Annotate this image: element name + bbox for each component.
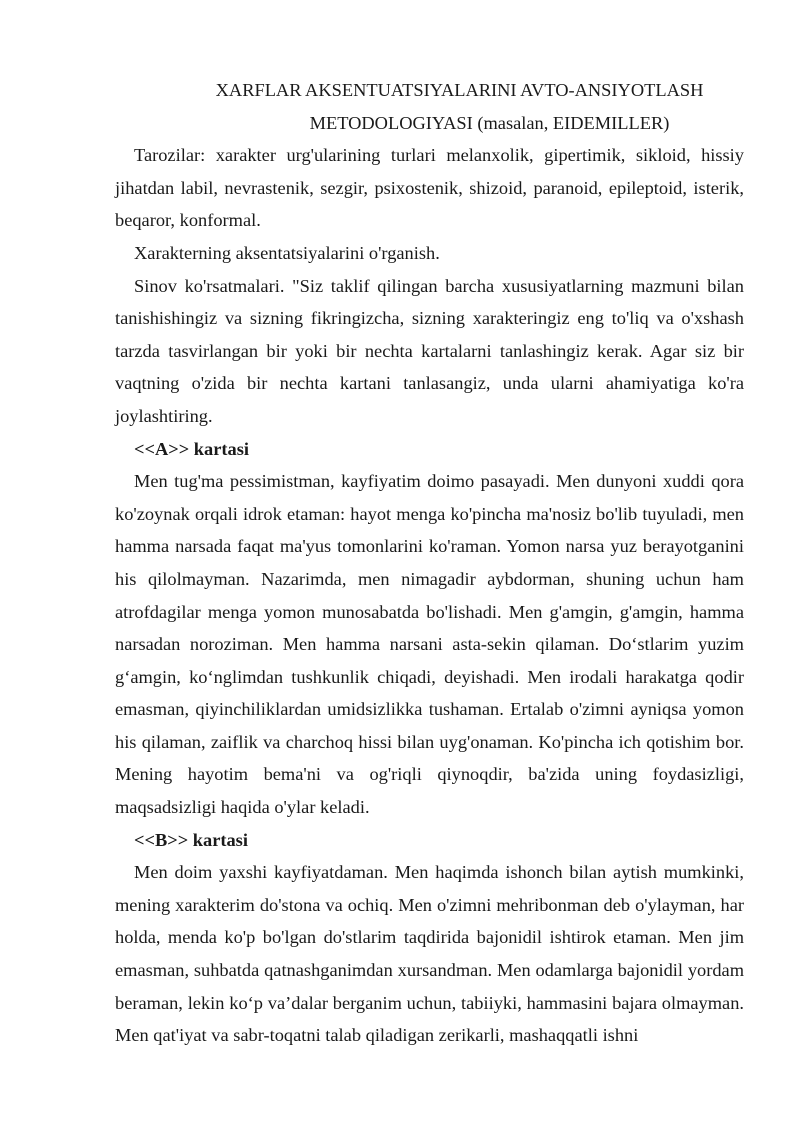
card-a-text: Men tug'ma pessimistman, kayfiyatim doimo pasayadi. Men dunyoni xuddi qora ko'zoynak orqali idrok etaman: hayot menga ko'pincha ma'nosiz bo'lib tuyuladi, men hamma narsada faqat ma'yus tomonlarini ko'raman. Yomon narsa yuz berayotganini his qilolmayman. Nazarimda, men nimagadir aybdorman, shuning uchun ham atrofdagilar menga yomon munosabatda bo'lishadi. Men g'amgin, g'amgin, hamma narsadan noroziman. Men hamma narsani asta-sekin qilaman. Do‘stlarim yuzim g‘amgin, ko‘nglimdan tushkunlik chiqadi, deyishadi. Men irodali harakatga qodir emasman, qiyinchiliklardan umidsizlikka tushaman. Ertalab o'zimni ayniqsa yomon his qilaman, zaiflik va charchoq hissi bilan uyg'onaman. Ko'pincha ich qotishim bor. Mening hayotim bema'ni va og'riqli qiynoqdir, ba'zida uning foydasizligi, maqsadsizligi haqida o'ylar keladi.: [115, 471, 744, 818]
title-line-1: XARFLAR AKSENTUATSIYALARINI AVTO-ANSIYOTLASH: [215, 80, 704, 100]
paragraph-study: Xarakterning aksentatsiyalarini o'rganish.: [134, 242, 440, 263]
card-b-heading: <<B>> kartasi: [134, 829, 248, 850]
card-b-text: Men doim yaxshi kayfiyatdaman. Men haqimda ishonch bilan aytish mumkinki, mening xarakterim do'stona va ochiq. Men o'zimni mehribonman deb o'ylayman, har holda, menda ko'p bo'lgan do'stlarim taqdirida bajonidil ishtirok etaman. Men jim emasman, suhbatda qatnashganimdan xursandman. Men odamlarga bajonidil yordam beraman, lekin ko‘p va’dalar berganim uchun, tabiiyki, hammasini bajara olmayman. Men qat'iyat va sabr-toqatni talab qiladigan zerikarli, mashaqqatli ishni: [115, 862, 744, 1046]
card-a-heading: <<A>> kartasi: [134, 438, 249, 459]
paragraph-instructions: Sinov ko'rsatmalari. "Siz taklif qilingan barcha xususiyatlarning mazmuni bilan tanishishingiz va sizning fikringizcha, sizning xarakteringiz eng to'liq va o'xshash tarzda tasvirlangan bir yoki bir nechta kartalarni tanlashingiz kerak. Agar siz bir vaqtning o'zida bir nechta kartani tanlasangiz, unda ularni ahamiyatiga ko'ra joylashtiring.: [115, 275, 744, 426]
title-line-2: METODOLOGIYASI (masalan, EIDEMILLER): [309, 112, 670, 133]
paragraph-scales: Tarozilar: xarakter urg'ularining turlari melanxolik, gipertimik, sikloid, hissiy jihatdan labil, nevrastenik, sezgir, psixostenik, shizoid, paranoid, epileptoid, isterik, beqaror, konformal.: [115, 145, 744, 231]
document-title: [115, 74, 744, 139]
